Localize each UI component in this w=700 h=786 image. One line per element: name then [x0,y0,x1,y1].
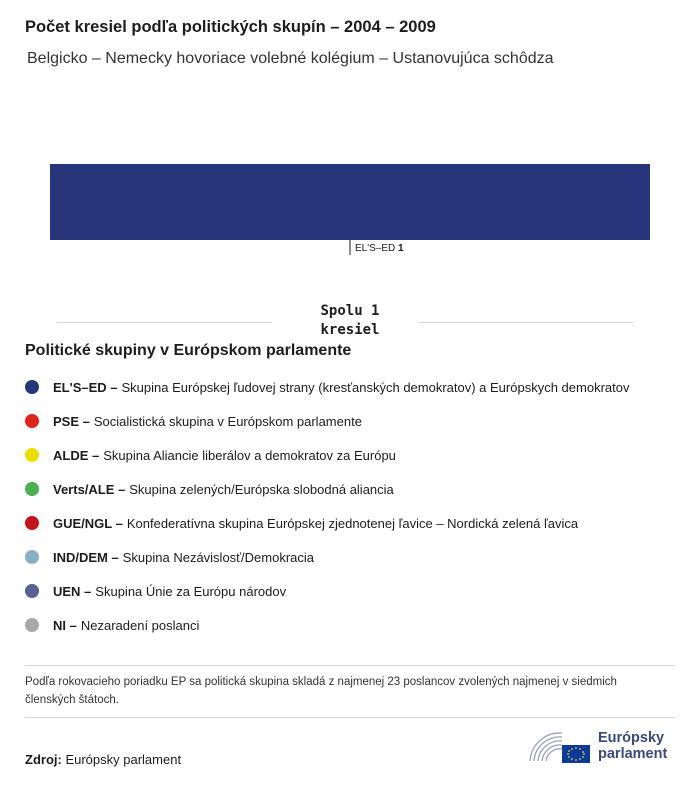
bar-label [355,243,404,254]
legend-desc: Nezaradení poslanci [80,617,200,633]
legend-dot [25,550,39,564]
legend-abbr: UEN – [53,583,92,599]
legend-desc: Skupina Únie za Európu národov [95,583,287,599]
total-divider-right [418,322,634,323]
legend-item [25,472,629,506]
legend-abbr: PSE – [53,413,90,429]
chart-subtitle: Belgicko – Nemecky hovoriace volebné kolégium – Ustanovujúca schôdza [27,50,554,67]
legend-dot [25,516,39,530]
bar-label-value: 1 [398,243,404,254]
legend-title: Politické skupiny v Európskom parlamente [25,342,352,359]
ep-logo [528,727,667,765]
footnote: Podľa rokovacieho poriadku EP sa politická skupina skladá z najmenej 23 poslancov zvolených najmenej v siedmich členských štátoch. [25,676,617,706]
total-seats-unit: kresiel [320,322,380,338]
legend-item [25,608,629,642]
legend-dot [25,618,39,632]
legend-desc: Skupina Nezávislosť/Demokracia [122,549,315,565]
chart-title: Počet kresiel podľa politických skupín – 2004 – 2009 [25,18,436,36]
parliament-emblem-icon [528,727,592,765]
legend-desc: Skupina zelených/Európska slobodná aliancia [129,481,394,497]
legend-item [25,404,629,438]
legend-dot [25,414,39,428]
total-seats [300,302,400,340]
total-seats-count: Spolu 1 [320,303,380,319]
divider-top [25,665,675,666]
source-value: Európsky parlament [65,752,182,767]
divider-bottom [25,717,675,718]
source [25,752,181,767]
legend-item [25,574,629,608]
legend-dot [25,482,39,496]
bar-label-group: EL'S–ED [355,243,399,254]
legend-abbr: ALDE – [53,447,100,463]
legend [25,370,629,642]
total-divider-left [57,322,272,323]
legend-abbr: Verts/ALE – [53,481,126,497]
legend-dot [25,584,39,598]
legend-abbr: IND/DEM – [53,549,119,565]
legend-item [25,506,629,540]
legend-desc: Skupina Aliancie liberálov a demokratov za Európu [103,447,396,463]
legend-item [25,370,629,404]
legend-dot [25,448,39,462]
legend-abbr: GUE/NGL – [53,515,123,531]
legend-abbr: EL'S–ED – [53,379,118,395]
logo-line-1: Európsky [598,730,665,746]
source-label: Zdroj: [25,752,62,767]
legend-abbr: NI – [53,617,77,633]
legend-item [25,540,629,574]
bar-segment [50,164,650,240]
legend-desc: Socialistická skupina v Európskom parlamente [93,413,362,429]
legend-desc: Skupina Európskej ľudovej strany (kresťanských demokratov) a Európskych demokratov [121,379,630,395]
seat-bar-chart [0,150,700,260]
legend-dot [25,380,39,394]
legend-desc: Konfederatívna skupina Európskej zjednotenej ľavice – Nordická zelená ľavica [126,515,579,531]
legend-item [25,438,629,472]
logo-line-2: parlament [598,746,668,762]
